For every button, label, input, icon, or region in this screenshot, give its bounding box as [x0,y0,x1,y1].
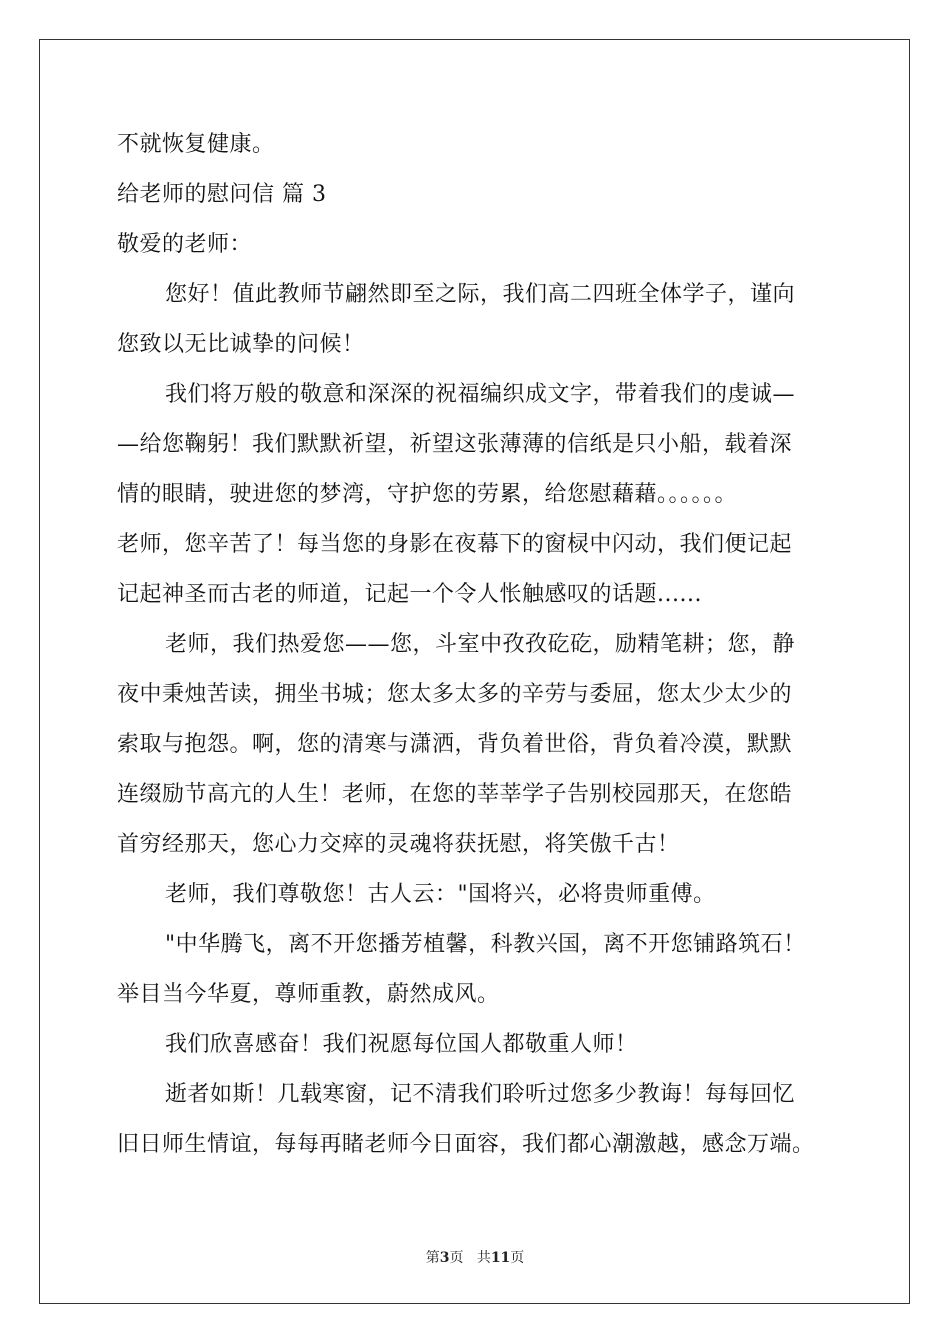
text-line: 连缀励节高亢的人生！老师，在您的莘莘学子告别校园那天，在您皓 [117,782,793,807]
text-line: 我们将万般的敬意和深深的祝福编织成文字，带着我们的虔诚— [165,382,796,407]
text-line: 敬爱的老师： [117,232,253,257]
text-line: 首穷经那天，您心力交瘁的灵魂将获抚慰，将笑傲千古！ [117,832,680,857]
text-line: 我们欣喜感奋！我们祝愿每位国人都敬重人师！ [165,1032,638,1057]
text-line: 您致以无比诚挚的问候！ [117,332,365,357]
total-prefix: 共 [476,1250,491,1266]
text-line: 索取与抱怨。啊，您的清寒与潇洒，背负着世俗，背负着冷漠，默默 [117,732,793,757]
text-line: 旧日师生情谊，每每再睹老师今日面容，我们都心潮激越，感念万端。 [117,1132,815,1157]
text-line: 夜中秉烛苦读，拥坐书城；您太多太多的辛劳与委屈，您太少太少的 [117,682,793,707]
page-total: 11 [490,1250,511,1266]
text-line: 情的眼睛，驶进您的梦湾，守护您的劳累，给您慰藉藉。。。。。。 [117,482,738,507]
text-line: 不就恢复健康。 [117,132,275,157]
text-line: "中华腾飞，离不开您播芳植馨，科教兴国，离不开您铺路筑石！ [165,932,806,957]
total-suffix: 页 [510,1250,525,1266]
page-prefix: 第 [425,1250,440,1266]
text-line: 给老师的慰问信 篇 3 [117,182,327,207]
text-line: 您好！值此教师节翩然即至之际，我们高二四班全体学子，谨向 [165,282,796,307]
page-suffix: 页 [449,1250,464,1266]
text-line: —给您鞠躬！我们默默祈望，祈望这张薄薄的信纸是只小船，载着深 [117,432,793,457]
text-line: 逝者如斯！几载寒窗，记不清我们聆听过您多少教诲！每每回忆 [165,1082,796,1107]
text-line: 老师，我们尊敬您！古人云："国将兴，必将贵师重傅。 [165,882,716,907]
page-footer [0,1247,950,1267]
document-body [117,120,857,1170]
text-line: 举目当今华夏，尊师重教，蔚然成风。 [117,982,500,1007]
text-line: 记起神圣而古老的师道，记起一个令人怅触感叹的话题...... [117,582,702,607]
text-line: 老师，我们热爱您——您，斗室中孜孜矻矻，励精笔耕；您，静 [165,632,796,657]
page-current: 3 [439,1250,450,1266]
text-line: 老师，您辛苦了！每当您的身影在夜幕下的窗棂中闪动，我们便记起 [117,532,793,557]
